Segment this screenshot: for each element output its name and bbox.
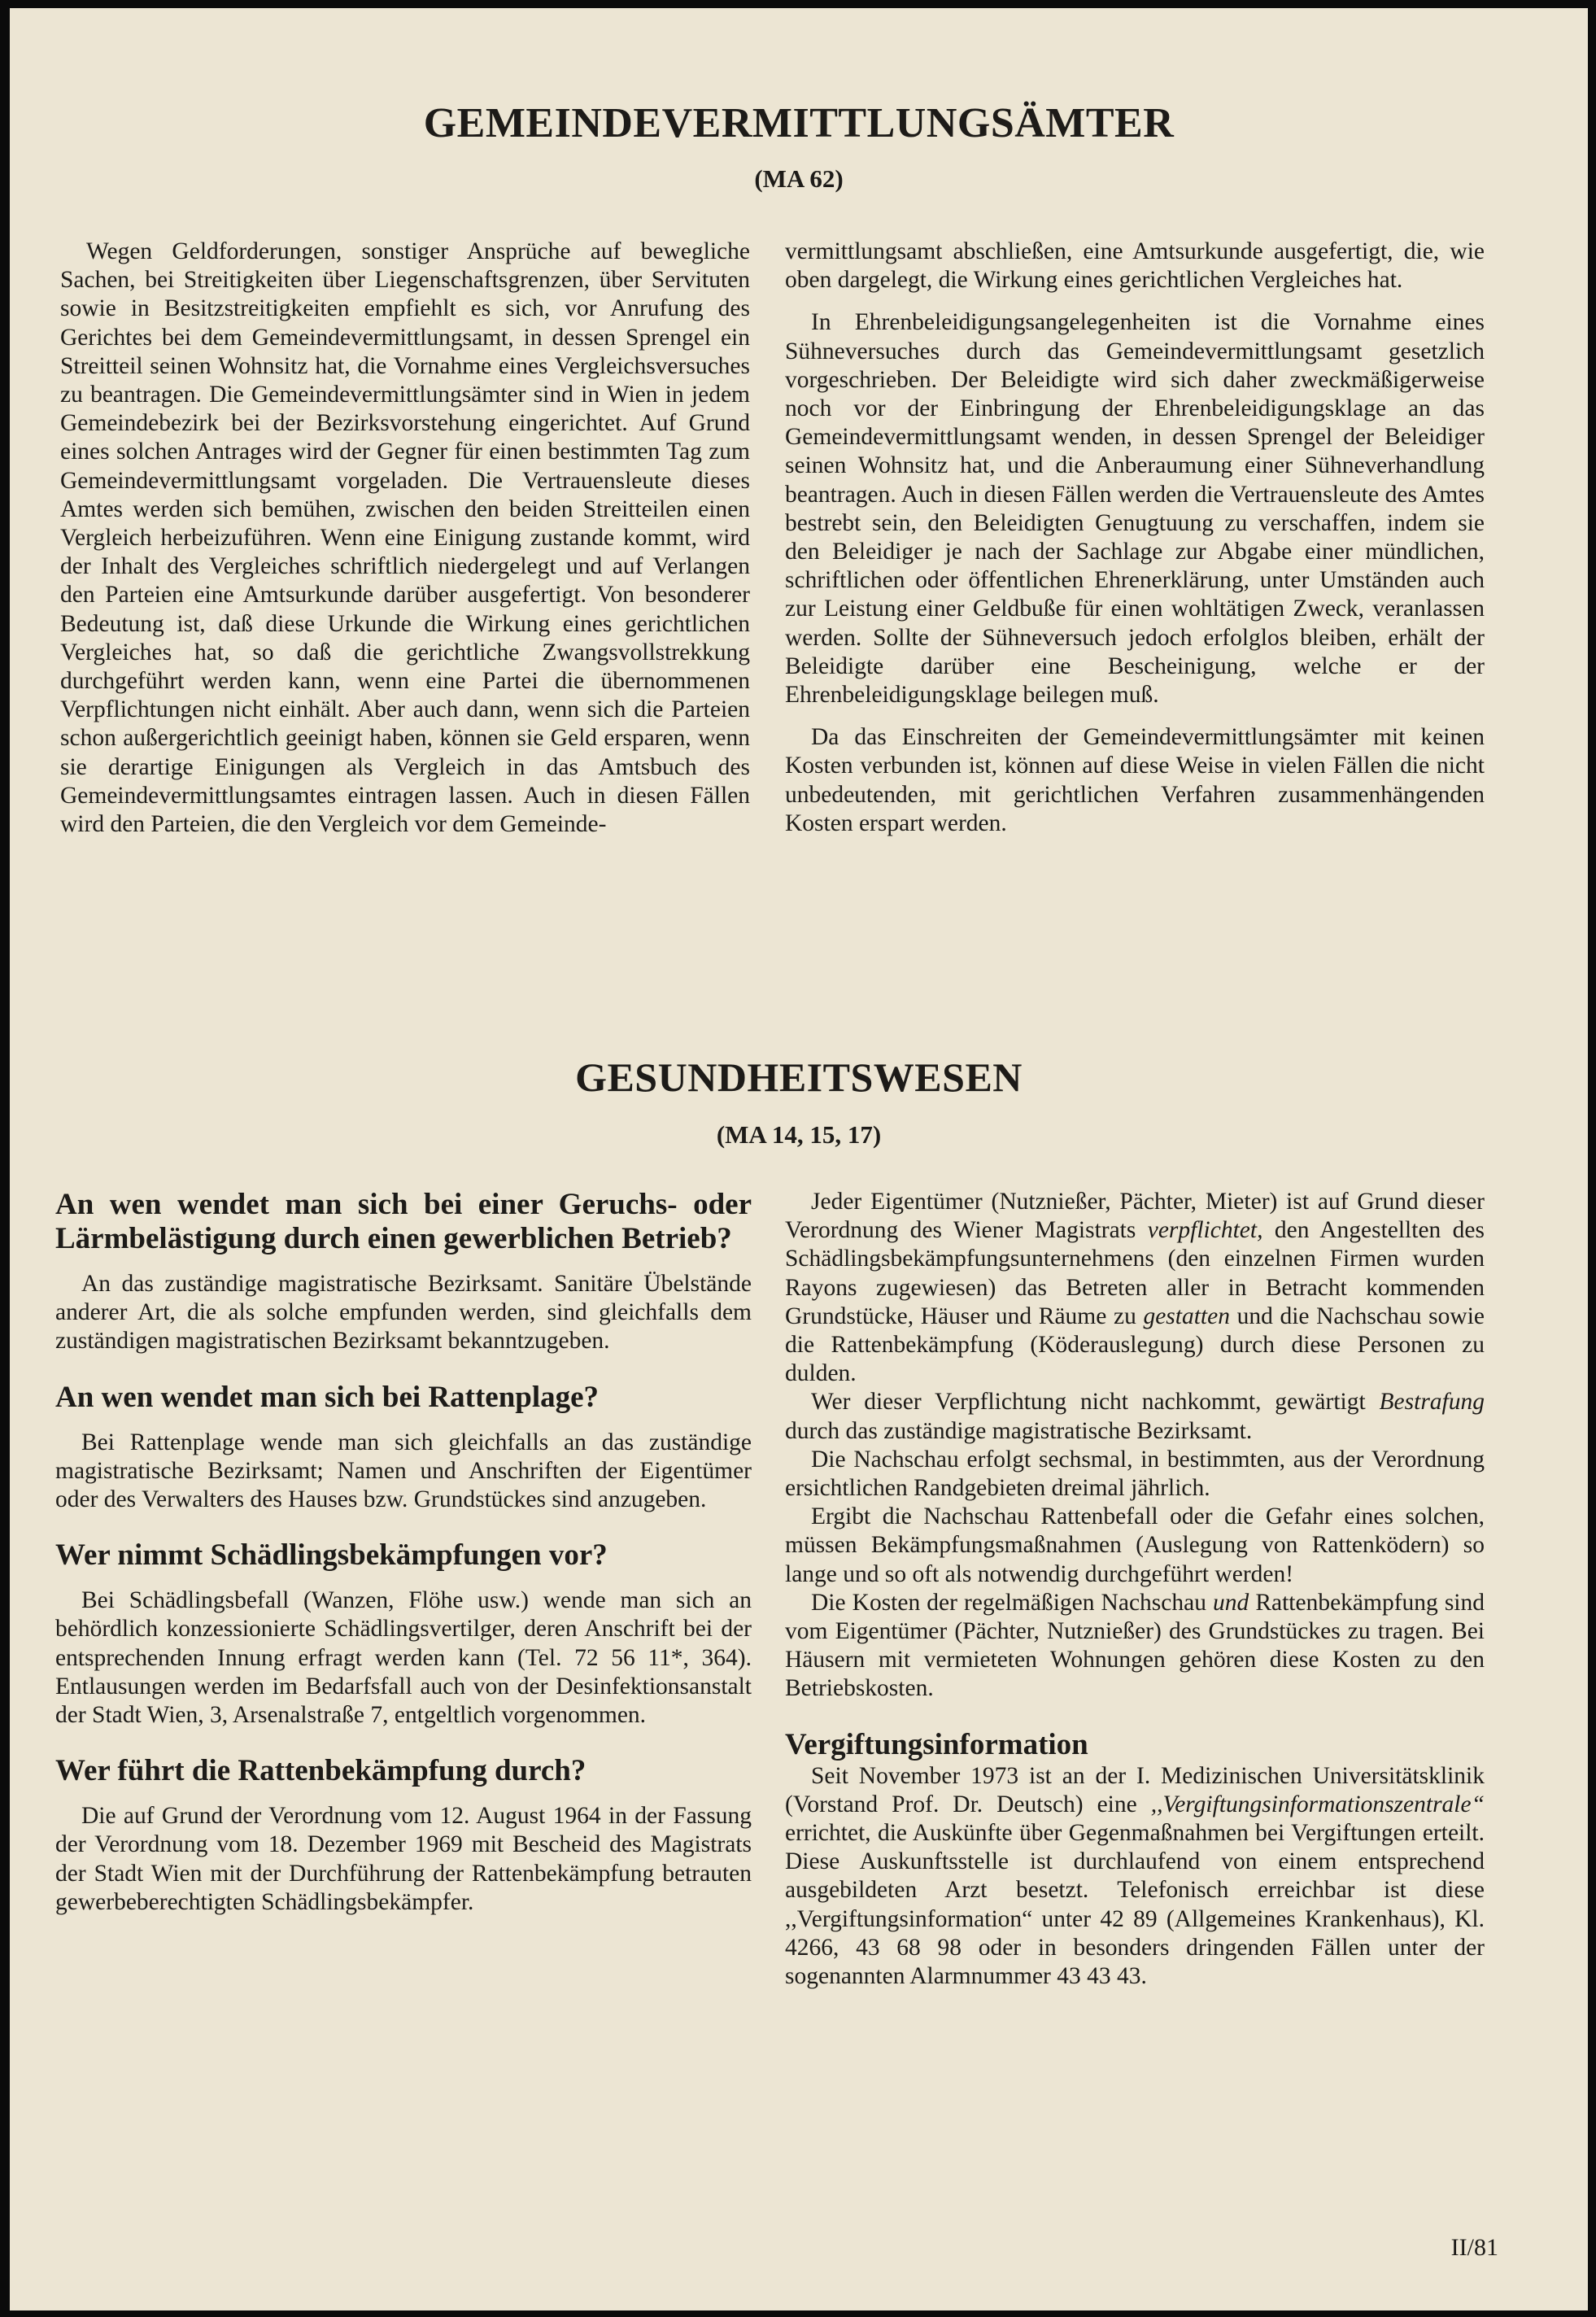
page-number: II/81 <box>1450 2234 1498 2261</box>
section2-right-column <box>785 1188 1485 1991</box>
paragraph: Bei Rattenplage wende man sich gleichfalls an das zuständige magistratische Bezirksamt; Namen und Anschriften der Eigentümer oder des Verwalters des Hauses bzw. Grundstückes sind anzugeben. <box>55 1429 752 1513</box>
paragraph: Ergibt die Nachschau Rattenbefall oder die Gefahr eines solchen, müssen Bekämpfungsmaßnahmen (Auslegung von Rattenködern) so lange und so oft als notwendig durchgeführt werden! <box>785 1503 1485 1587</box>
section1-right-column <box>785 238 1485 838</box>
paragraph: Bei Schädlingsbefall (Wanzen, Flöhe usw.) wende man sich an behördlich konzessionierte Schädlingsvertilger, deren Anschrift bei der entsprechenden Innung erfragt werden kann (Tel. 72 56 11*, 364). Entlausungen werden im Bedarfsfall auch von der Desinfektionsanstalt der Stadt Wien, 3, Arsenalstraße 7, entgeltlich vorgenommen. <box>55 1587 752 1729</box>
section-subtitle-ma14-15-17: (MA 14, 15, 17) <box>716 1120 882 1149</box>
question-heading: An wen wendet man sich bei einer Geruchs- oder Lärmbelästigung durch einen gewerblichen Betrieb? <box>55 1188 752 1255</box>
paragraph: Die Kosten der regelmäßigen Nachschau und Rattenbekämpfung sind vom Eigentümer (Pächter, Nutznießer) des Grundstückes zu tragen. Bei Häusern mit vermieteten Wohnungen gehören diese Kosten zu den Betriebskosten. <box>785 1589 1485 1702</box>
section-heading-vergiftungsinformation: Vergiftungsinformation <box>785 1727 1088 1761</box>
section-title-gemeindevermittlungsaemter: GEMEINDEVERMITTLUNGSÄMTER <box>423 100 1175 146</box>
paragraph: In Ehrenbeleidigungsangelegenheiten ist die Vornahme eines Sühneversuches durch das Gemeindevermittlungsamt gesetzlich vorgeschrieben. Der Beleidigte wird sich daher zweckmäßigerweise noch vor der Einbringung der Ehrenbeleidigungsklage an das Gemeindevermittlungsamt wenden, in dessen Sprengel der Beleidiger seinen Wohnsitz hat, und die Anberaumung einer Sühneverhandlung beantragen. Auch in diesen Fällen werden die Vertrauensleute des Amtes bestrebt sein, den Beleidigten Genugtuung zu verschaffen, indem sie den Beleidiger je nach der Sachlage zur Abgabe einer mündlichen, schriftlichen oder öffentlichen Ehrenerklärung, unter Umständen auch zur Leistung einer Geldbuße für einen wohltätigen Zweck, veranlassen werden. Sollte der Sühneversuch jedoch erfolglos bleiben, erhält der Beleidigte darüber eine Bescheinigung, welche er der Ehrenbeleidigungsklage beilegen muß. <box>785 309 1485 709</box>
paragraph: Die Nachschau erfolgt sechsmal, in bestimmten, aus der Verordnung ersichtlichen Randgebieten dreimal jährlich. <box>785 1446 1485 1502</box>
paragraph: Seit November 1973 ist an der I. Medizinischen Universitätsklinik (Vorstand Prof. Dr. Deutsch) eine ,,Vergiftungsinformationszentrale“ errichtet, die Auskünfte über Gegenmaßnahmen bei Vergiftungen erteilt. Diese Auskunftsstelle ist durchlaufend von einem entsprechend ausgebildeten Arzt besetzt. Telefonisch erreichbar ist diese ,,Vergiftungsinformation“ unter 42 89 (Allgemeines Krankenhaus), Kl. 4266, 43 68 98 oder in besonders dringenden Fällen unter der sogenannten Alarmnummer 43 43 43. <box>785 1762 1485 1990</box>
section-title-gesundheitswesen: GESUNDHEITSWESEN <box>575 1054 1023 1100</box>
document-page <box>10 8 1588 2310</box>
paragraph: vermittlungsamt abschließen, eine Amtsurkunde ausgefertigt, die, wie oben dargelegt, die Wirkung eines gerichtlichen Vergleiches hat. <box>785 238 1485 294</box>
section2-left-column <box>55 1188 752 1917</box>
paragraph: Da das Einschreiten der Gemeindevermittlungsämter mit keinen Kosten verbunden ist, können auf diese Weise in vielen Fällen die nicht unbedeutenden, mit gerichtlichen Verfahren zusammenhängenden Kosten erspart werden. <box>785 724 1485 836</box>
question-heading: Wer führt die Rattenbekämpfung durch? <box>55 1754 587 1788</box>
section1-left-column <box>60 238 750 839</box>
paragraph: Die auf Grund der Verordnung vom 12. August 1964 in der Fassung der Verordnung vom 18. Dezember 1969 mit Bescheid des Magistrats der Stadt Wien mit der Durchführung der Rattenbekämpfung betrauten gewerbeberechtigten Schädlingsbekämpfer. <box>55 1803 752 1915</box>
paragraph: An das zuständige magistratische Bezirksamt. Sanitäre Übelstände anderer Art, die als solche empfunden werden, sind gleichfalls dem zuständigen magistratischen Bezirksamt bekanntzugeben. <box>55 1271 752 1355</box>
question-heading: Wer nimmt Schädlingsbekämpfungen vor? <box>55 1538 608 1573</box>
paragraph: Wer dieser Verpflichtung nicht nachkommt, gewärtigt Bestrafung durch das zuständige magistratische Bezirksamt. <box>785 1389 1485 1444</box>
section-subtitle-ma62: (MA 62) <box>754 164 844 193</box>
paragraph: Jeder Eigentümer (Nutznießer, Pächter, Mieter) ist auf Grund dieser Verordnung des Wiener Magistrats verpflichtet, den Angestellten des Schädlingsbekämpfungsunternehmens (den einzelnen Firmen wurden Rayons zugewiesen) das Betreten aller in Betracht kommenden Grundstücke, Häuser und Räume zu gestatten und die Nachschau sowie die Rattenbekämpfung (Köderauslegung) durch diese Personen zu dulden. <box>785 1189 1485 1387</box>
paragraph: Wegen Geldforderungen, sonstiger Ansprüche auf bewegliche Sachen, bei Streitigkeiten über Liegenschaftsgrenzen, über Servituten sowie in Besitzstreitigkeiten empfiehlt es sich, vor Anrufung des Gerichtes bei dem Gemeindevermittlungsamt, in dessen Sprengel ein Streitteil seinen Wohnsitz hat, die Vornahme eines Vergleichsversuches zu beantragen. Die Gemeindevermittlungsämter sind in Wien in jedem Gemeindebezirk bei der Bezirksvorstehung eingerichtet. Auf Grund eines solchen Antrages wird der Gegner für einen bestimmten Tag zum Gemeindevermittlungsamt vorgeladen. Die Vertrauensleute dieses Amtes werden sich bemühen, zwischen den beiden Streitteilen einen Vergleich herbeizuführen. Wenn eine Einigung zustande kommt, wird der Inhalt des Vergleiches schriftlich niedergelegt und auf Verlangen den Parteien eine Amtsurkunde darüber ausgefertigt. Von besonderer Bedeutung ist, daß diese Urkunde die Wirkung eines gerichtlichen Vergleiches hat, so daß die gerichtliche Zwangsvollstrekkung durchgeführt werden kann, wenn eine Partei die übernommenen Verpflichtungen nicht einhält. Aber auch dann, wenn sich die Parteien schon außergerichtlich geeinigt haben, können sie Geld ersparen, wenn sie derartige Einigungen als Vergleich in das Amtsbuch des Gemeindevermittlungsamtes eintragen lassen. Auch in diesen Fällen wird den Parteien, die den Vergleich vor dem Gemeinde- <box>60 238 750 838</box>
question-heading: An wen wendet man sich bei Rattenplage? <box>55 1380 600 1414</box>
